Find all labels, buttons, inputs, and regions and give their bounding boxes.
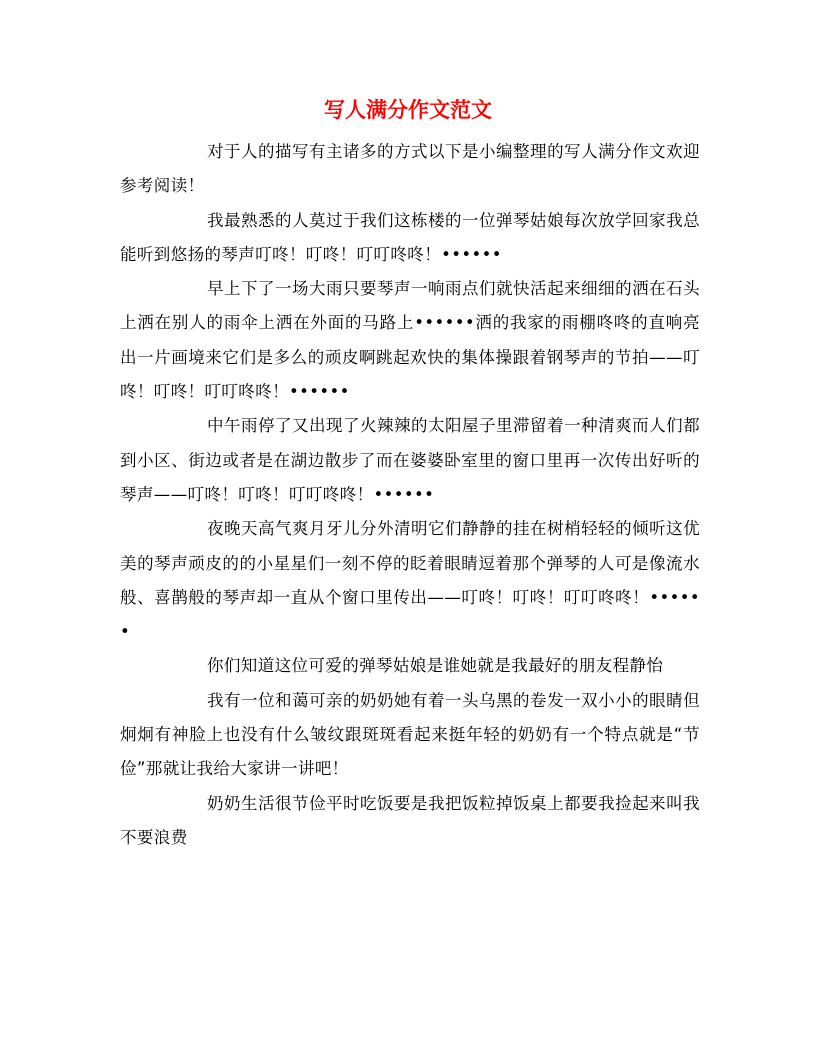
document-title: 写人满分作文范文 — [324, 97, 492, 122]
paragraph: 早上下了一场大雨只要琴声一响雨点们就快活起来细细的洒在石头上洒在别人的雨伞上洒在外面的马路上••••••洒的我家的雨棚咚咚的直响亮出一片画境来它们是多么的顽皮啊跳起欢快的集体操跟着钢琴声的节拍——叮咚！叮咚！叮叮咚咚！•••••• — [120, 279, 700, 402]
paragraph: 中午雨停了又出现了火辣辣的太阳屋子里滞留着一种清爽而人们都到小区、街边或者是在湖边散步了而在婆婆卧室里的窗口里再一次传出好听的琴声——叮咚！叮咚！叮叮咚咚！•••••• — [120, 416, 700, 504]
paragraph: 夜晚天高气爽月牙儿分外清明它们静静的挂在树梢轻轻的倾听这优美的琴声顽皮的的小星星们一刻不停的眨着眼睛逗着那个弹琴的人可是像流水般、喜鹊般的琴声却一直从个窗口里传出——叮咚！叮咚！叮叮咚咚！•••••• — [120, 519, 700, 642]
paragraph: 你们知道这位可爱的弹琴姑娘是谁她就是我最好的朋友程静怡 — [207, 656, 664, 676]
paragraph: 奶奶生活很节俭平时吃饭要是我把饭粒掉饭桌上都要我捡起来叫我不要浪费 — [120, 793, 700, 847]
paragraph: 我有一位和蔼可亲的奶奶她有着一头乌黑的卷发一双小小的眼睛但炯炯有神脸上也没有什么皱纹跟斑斑看起来挺年轻的奶奶有一个特点就是“节俭”那就让我给大家讲一讲吧！ — [120, 690, 700, 779]
paragraph: 我最熟悉的人莫过于我们这栋楼的一位弹琴姑娘每次放学回家我总能听到悠扬的琴声叮咚！叮咚！叮叮咚咚！•••••• — [120, 210, 700, 264]
document-body — [120, 135, 700, 855]
paragraph: 对于人的描写有主诸多的方式以下是小编整理的写人满分作文欢迎参考阅读！ — [120, 142, 700, 196]
